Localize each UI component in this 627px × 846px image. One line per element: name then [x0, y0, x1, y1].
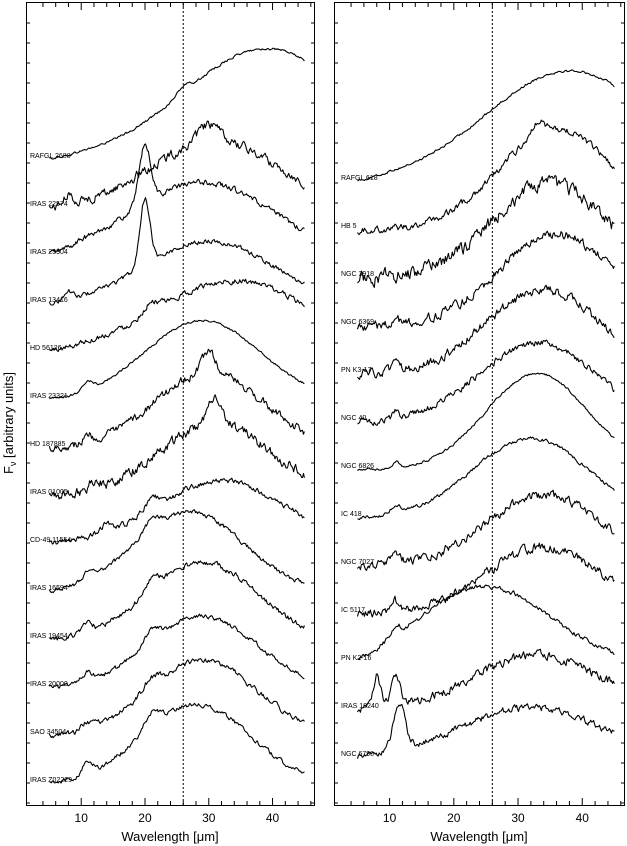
panel-left-spectra [27, 3, 314, 825]
spectrum-line [49, 198, 304, 305]
spectrum-label: NGC 3918 [341, 271, 375, 278]
panel-right-x-axis-label [430, 829, 527, 844]
spectrum-line [358, 231, 615, 330]
spectrum-label: IRAS 23304 [30, 249, 68, 256]
spectrum-line [49, 614, 304, 688]
x-tick-label: 30 [511, 811, 525, 825]
spectrum-label: RAFGL 2688 [30, 153, 71, 160]
spectrum-line [358, 543, 615, 617]
spectrum-label: CD-49 11554 [30, 537, 72, 544]
spectrum-line [49, 121, 304, 210]
spectrum-label: PN K2-16 [341, 655, 372, 662]
spectrum-line [49, 561, 304, 640]
spectrum-line [358, 490, 615, 570]
x-tick-label: 40 [575, 811, 589, 825]
spectrum-label: IRAS 01005 [30, 489, 68, 496]
x-tick-label: 20 [447, 811, 461, 825]
y-label-rest: [arbitrary units] [1, 371, 16, 462]
spectrum-label: IC 418 [341, 511, 362, 518]
y-axis-label-text [1, 372, 18, 474]
panel-left-xlabel-mu: μ [196, 829, 205, 844]
panel-left [27, 3, 315, 845]
spectrum-line [358, 373, 615, 471]
panel-right-xlabel-mu: μ [505, 829, 514, 844]
spectrum-line [49, 48, 304, 159]
x-tick-label: 20 [138, 811, 152, 825]
spectrum-label: HD 56126 [30, 345, 62, 352]
x-tick-label: 40 [265, 811, 280, 825]
y-axis-label [1, 372, 18, 474]
spectrum-line [358, 70, 615, 181]
spectrum-line [358, 120, 615, 234]
spectrum-line [358, 704, 615, 759]
x-tick-label: 10 [74, 811, 88, 825]
spectrum-label: HD 187885 [30, 441, 66, 448]
spectrum-line [358, 437, 615, 520]
spectrum-line [49, 144, 304, 253]
y-label-main: F [1, 466, 16, 475]
x-tick-label: 10 [382, 811, 397, 825]
panel-left-xlabel-main: Wavelength [ [121, 829, 197, 844]
spectrum-line [358, 176, 615, 288]
spectrum-label: IC 5117 [341, 607, 365, 614]
spectrum-label: IRAS 19454 [30, 633, 68, 640]
spectrum-label: PN K3-17 [341, 367, 372, 374]
x-tick-label: 30 [202, 811, 216, 825]
panel-right-xlabel-main: Wavelength [ [430, 829, 506, 844]
panel-left-x-axis-label [121, 829, 218, 844]
spectrum-label: IRAS 20000 [30, 681, 68, 688]
spectrum-line [49, 395, 304, 499]
spectrum-label: IRAS 23321 [30, 393, 68, 400]
spectrum-line [49, 279, 304, 351]
spectrum-line [358, 285, 615, 379]
spectrum-label: IRAS 22574 [30, 201, 68, 208]
spectrum-line [358, 649, 615, 712]
spectrum-label: SAO 34504 [30, 729, 67, 736]
panel-right-xlabel-rest: m] [513, 829, 528, 844]
spectrum-line [49, 659, 304, 738]
spectrum-line [358, 585, 615, 660]
panel-right-spectra [335, 3, 624, 825]
spectrum-line [49, 703, 304, 783]
spectrum-label: IRAS 18240 [341, 703, 379, 710]
spectrum-label: NGC 40 [341, 415, 367, 422]
spectrum-label: RAFGL 618 [341, 175, 378, 182]
spectrum-label: NGC 6369 [341, 319, 375, 326]
y-label-sub: ν [8, 461, 18, 467]
panel-right [335, 3, 625, 845]
spectrum-label: HB 5 [341, 223, 357, 230]
spectrum-label: IRAS 16594 [30, 585, 68, 592]
spectrum-label: NGC 7027 [341, 559, 375, 566]
panel-left-xlabel-rest: m] [204, 829, 219, 844]
spectrum-label: IRAS Z02229 [30, 777, 73, 784]
spectrum-label: NGC 6826 [341, 463, 375, 470]
spectrum-line [49, 510, 304, 593]
spectrum-label: IRAS 13416 [30, 297, 68, 304]
spectrum-label: NGC 6790 [341, 751, 375, 758]
